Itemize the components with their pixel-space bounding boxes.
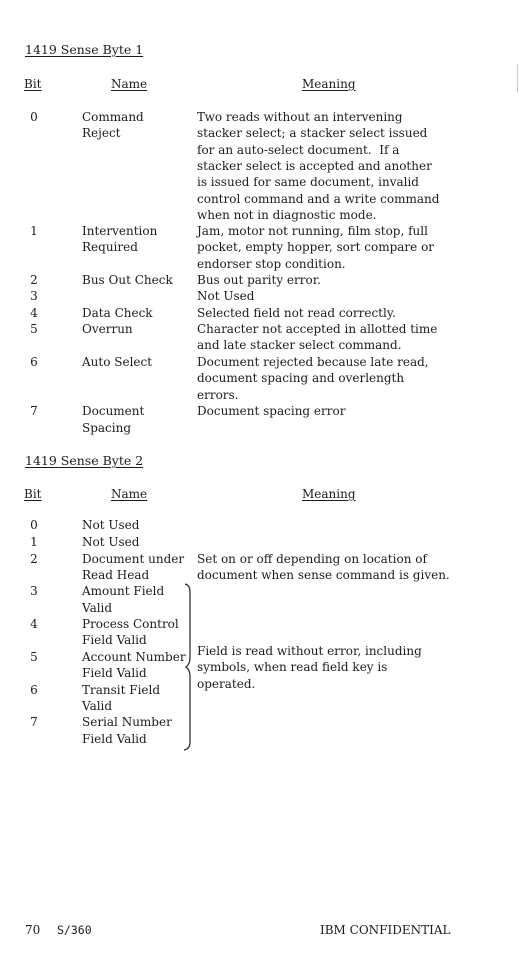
classification-label: IBM CONFIDENTIAL (320, 923, 451, 937)
s1-row3-bit: 3 (30, 289, 38, 303)
s1-row7-name-line1: Document (82, 404, 145, 418)
s1-row0-meaning-line3: for an auto-select document. If a (197, 143, 400, 157)
s1-row1-name-line1: Intervention (82, 224, 158, 238)
s1-row0-name-line1: Command (82, 110, 144, 124)
s1-row2-bit: 2 (30, 273, 38, 287)
s1-row5-bit: 5 (30, 322, 38, 336)
s2-row6-name-line1: Transit Field (82, 683, 161, 697)
s2-shared-meaning-line2: symbols, when read field key is (197, 660, 388, 674)
s2-row7-name-line1: Serial Number (82, 715, 172, 729)
s2-row2-bit: 2 (30, 552, 38, 566)
s1-row0-name-line2: Reject (82, 126, 121, 140)
s1-row5-meaning-line1: Character not accepted in allotted time (197, 322, 438, 336)
s1-row1-name-line2: Required (82, 240, 138, 254)
s1-row4-name: Data Check (82, 306, 153, 320)
s1-row2-name: Bus Out Check (82, 273, 173, 287)
s1-row7-meaning: Document spacing error (197, 404, 346, 418)
s1-row0-meaning-line7: when not in diagnostic mode. (197, 208, 377, 222)
s2-row6-bit: 6 (30, 683, 38, 697)
s1-row2-meaning: Bus out parity error. (197, 273, 321, 287)
s1-row1-meaning-line3: endorser stop condition. (197, 257, 346, 271)
scan-edge-mark (517, 64, 518, 92)
s1-row7-name-line2: Spacing (82, 421, 132, 435)
s2-row0-name: Not Used (82, 518, 140, 532)
s1-row4-meaning: Selected field not read correctly. (197, 306, 396, 320)
series-label: S/360 (57, 923, 92, 937)
s2-row4-name-line1: Process Control (82, 617, 179, 631)
s2-shared-meaning-line3: operated. (197, 677, 256, 691)
s1-row6-meaning-line2: document spacing and overlength (197, 371, 405, 385)
section1-title: 1419 Sense Byte 1 (25, 42, 144, 57)
s1-row6-meaning-line3: errors. (197, 388, 239, 402)
s1-row0-meaning-line6: control command and a write command (197, 192, 440, 206)
s2-row2-meaning-line1: Set on or off depending on location of (197, 552, 427, 566)
s1-row5-name: Overrun (82, 322, 133, 336)
s2-row7-name-line2: Field Valid (82, 732, 147, 746)
s2-row2-name-line1: Document under (82, 552, 185, 566)
s1-row1-meaning-line2: pocket, empty hopper, sort compare or (197, 240, 435, 254)
s1-row7-bit: 7 (30, 404, 38, 418)
s1-row0-meaning-line2: stacker select; a stacker select issued (197, 126, 428, 140)
section1-header-name: Name (111, 77, 148, 91)
s2-row0-bit: 0 (30, 518, 38, 532)
section2-header-meaning: Meaning (302, 487, 356, 501)
s2-row1-bit: 1 (30, 535, 38, 549)
s1-row1-bit: 1 (30, 224, 38, 238)
s1-row3-meaning: Not Used (197, 289, 255, 303)
s1-row0-meaning-line5: is issued for same document, invalid (197, 175, 419, 189)
s2-row3-name-line2: Valid (82, 601, 113, 615)
s2-row4-name-line2: Field Valid (82, 633, 147, 647)
s2-row5-bit: 5 (30, 650, 38, 664)
s2-row3-name-line1: Amount Field (82, 584, 165, 598)
s2-row5-name-line1: Account Number (82, 650, 186, 664)
s1-row1-meaning-line1: Jam, motor not running, film stop, full (197, 224, 428, 238)
s1-row6-name: Auto Select (82, 355, 153, 369)
section1-header-bit: Bit (24, 77, 42, 91)
section1-header-meaning: Meaning (302, 77, 356, 91)
s2-row3-bit: 3 (30, 584, 38, 598)
s2-row6-name-line2: Valid (82, 699, 113, 713)
s1-row6-meaning-line1: Document rejected because late read, (197, 355, 429, 369)
s1-row5-meaning-line2: and late stacker select command. (197, 338, 402, 352)
s2-shared-meaning-line1: Field is read without error, including (197, 644, 422, 658)
s1-row6-bit: 6 (30, 355, 38, 369)
section2-title: 1419 Sense Byte 2 (25, 453, 144, 468)
s2-row7-bit: 7 (30, 715, 38, 729)
s2-row5-name-line2: Field Valid (82, 666, 147, 680)
s1-row0-meaning-line4: stacker select is accepted and another (197, 159, 432, 173)
s2-row2-name-line2: Read Head (82, 568, 150, 582)
section2-header-bit: Bit (24, 487, 42, 501)
s2-row4-bit: 4 (30, 617, 38, 631)
s2-row2-meaning-line2: document when sense command is given. (197, 568, 450, 582)
s1-row0-bit: 0 (30, 110, 38, 124)
s2-row1-name: Not Used (82, 535, 140, 549)
s1-row4-bit: 4 (30, 306, 38, 320)
page-number: 70 (25, 923, 41, 937)
s1-row0-meaning-line1: Two reads without an intervening (197, 110, 403, 124)
section2-header-name: Name (111, 487, 148, 501)
